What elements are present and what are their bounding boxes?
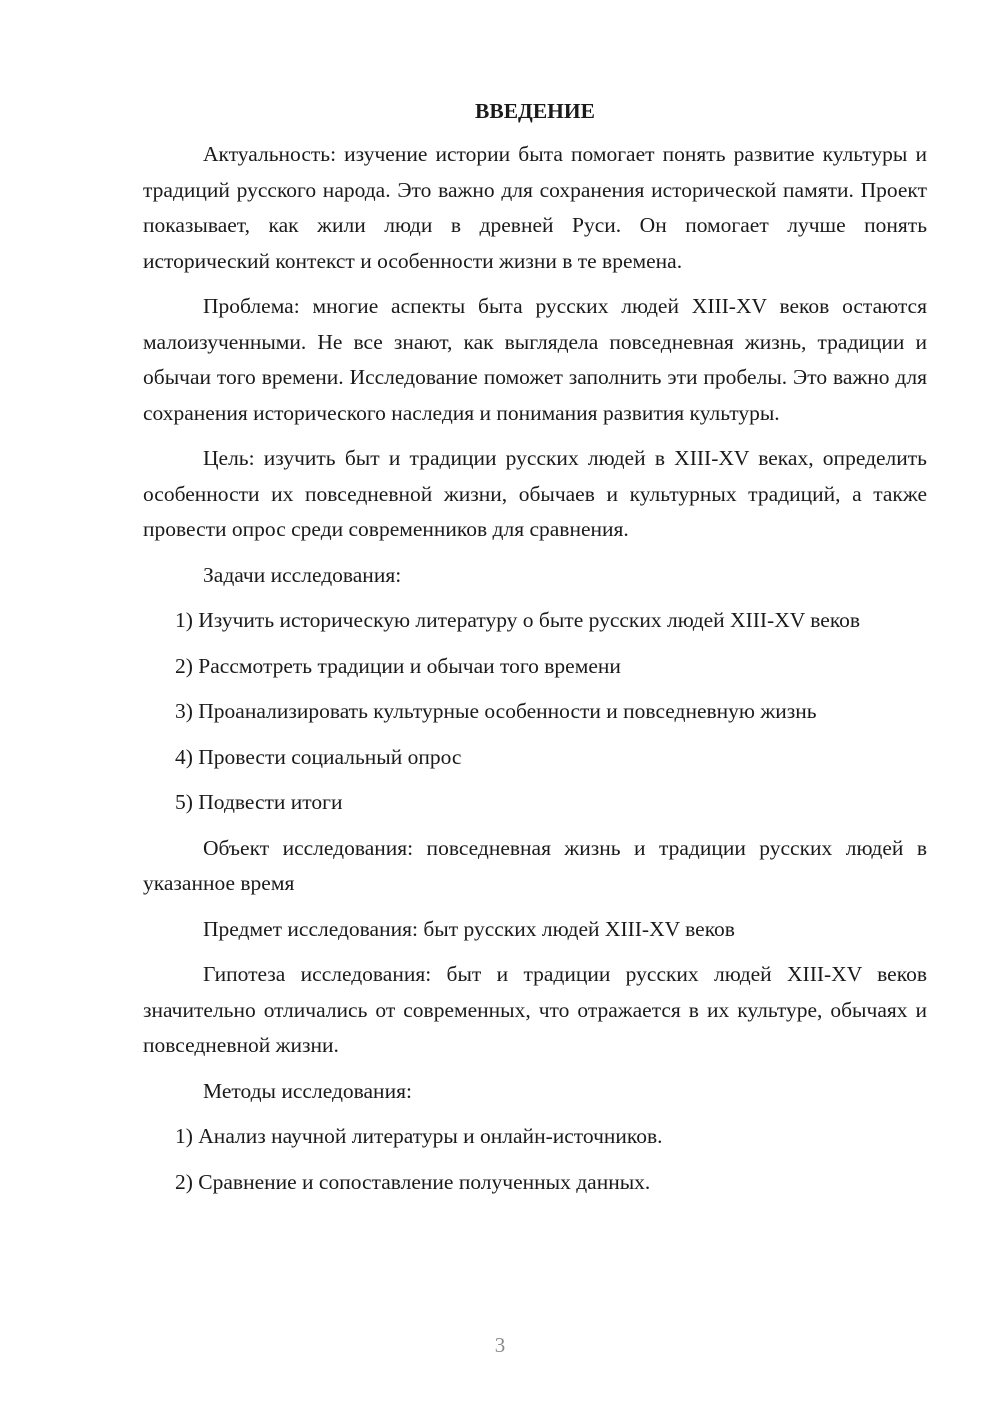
paragraph-goal: Цель: изучить быт и традиции русских людей в XIII-XV веках, определить особенности их повседневной жизни, обычаев и культурных традиций, а также провести опрос среди современников для сравнения.: [143, 446, 927, 541]
section-title: ВВЕДЕНИЕ: [475, 99, 595, 123]
task-item-1: 1) Изучить историческую литературу о быте русских людей XIII-XV веков: [175, 608, 861, 632]
method-item-1: 1) Анализ научной литературы и онлайн-источников.: [175, 1124, 663, 1148]
paragraph-object: Объект исследования: повседневная жизнь и традиции русских людей в указанное время: [143, 835, 927, 895]
tasks-heading: Задачи исследования:: [203, 562, 402, 587]
task-item-4: 4) Провести социальный опрос: [175, 744, 462, 769]
paragraph-relevance: Актуальность: изучение истории быта помогает понять развитие культуры и традиций русского народа. Это важно для сохранения исторической памяти. Проект показывает, как жили люди в древней Руси. Он помогает лучше понять исторический контекст и особенности жизни в те времена.: [143, 142, 927, 273]
page-content: [143, 96, 927, 1210]
methods-heading: Методы исследования:: [203, 1078, 412, 1103]
paragraph-problem: Проблема: многие аспекты быта русских людей XIII-XV веков остаются малоизученными. Не все знают, как выглядела повседневная жизнь, традиции и обычаи того времени. Исследование поможет заполнить эти пробелы. Это важно для сохранения исторического наследия и понимания развития культуры.: [143, 294, 927, 425]
paragraph-subject: Предмет исследования: быт русских людей XIII-XV веков: [203, 916, 735, 941]
page-number: 3: [494, 1333, 506, 1357]
paragraph-hypothesis: Гипотеза исследования: быт и традиции русских людей XIII-XV веков значительно отличались от современных, что отражается в их культуре, обычаях и повседневной жизни.: [143, 962, 927, 1057]
method-item-2: 2) Сравнение и сопоставление полученных данных.: [175, 1169, 651, 1194]
task-item-5: 5) Подвести итоги: [175, 790, 343, 814]
task-item-2: 2) Рассмотреть традиции и обычаи того времени: [175, 653, 621, 678]
task-item-3: 3) Проанализировать культурные особенности и повседневную жизнь: [175, 699, 817, 723]
